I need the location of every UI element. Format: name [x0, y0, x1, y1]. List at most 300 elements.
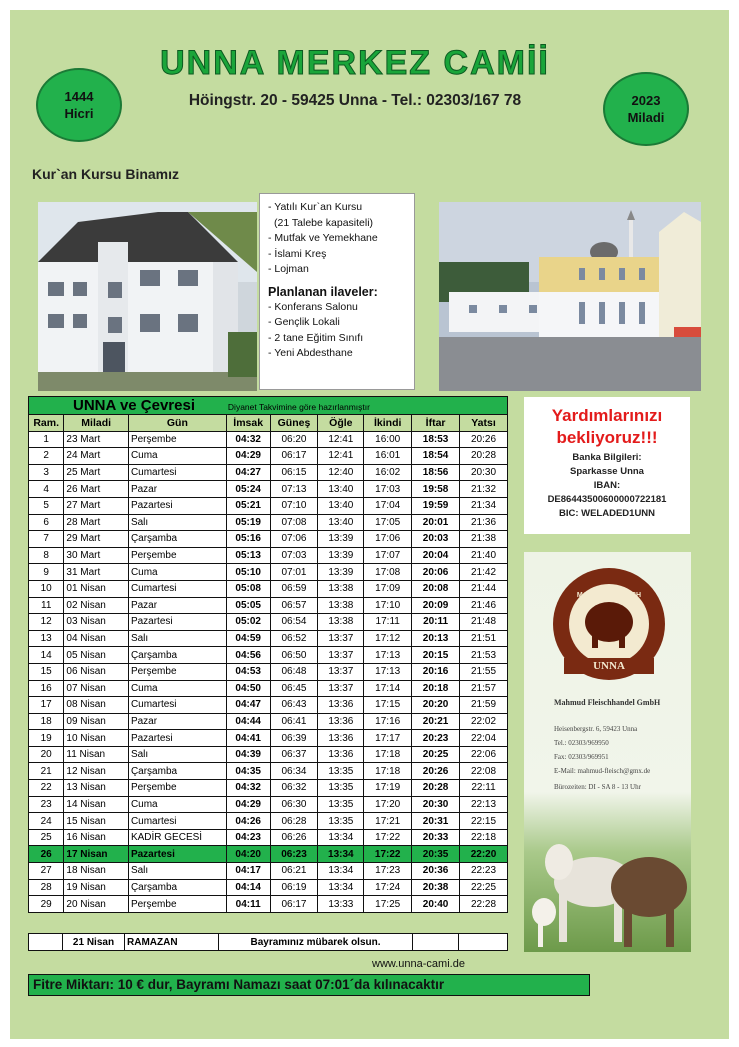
cell-ram: 19: [29, 730, 64, 747]
col-ogle: Öğle: [318, 415, 364, 432]
cell-ogle: 13:34: [318, 829, 364, 846]
cell-ogle: 13:35: [318, 780, 364, 797]
cell-ogle: 12:40: [318, 464, 364, 481]
table-row: [29, 431, 508, 448]
cell-gun: Cuma: [128, 680, 226, 697]
cell-ram: 10: [29, 580, 64, 597]
planned-line-3: - 2 tane Eğitim Sınıfı: [268, 331, 364, 344]
cell-miladi: 12 Nisan: [64, 763, 129, 780]
cell-miladi: 30 Mart: [64, 547, 129, 564]
cell-ikindi: 17:18: [364, 746, 412, 763]
cell-ikindi: 17:12: [364, 630, 412, 647]
col-yatsi: Yatsı: [460, 415, 508, 432]
mosque-title: UNNA MERKEZ CAMİİ: [160, 44, 550, 82]
cell-iftar: 20:04: [412, 547, 460, 564]
cell-yatsi: 21:53: [460, 647, 508, 664]
cell-imsak: 05:05: [226, 597, 270, 614]
cell-gun: Salı: [128, 630, 226, 647]
cell-iftar: 20:31: [412, 813, 460, 830]
cell-gun: Salı: [128, 863, 226, 880]
table-row: [29, 514, 508, 531]
cell-ogle: 12:41: [318, 448, 364, 465]
cell-ikindi: 17:04: [364, 497, 412, 514]
miladi-badge: [603, 72, 689, 146]
cell-imsak: 04:29: [226, 448, 270, 465]
cell-ikindi: 17:21: [364, 813, 412, 830]
website-link[interactable]: www.unna-cami.de: [372, 958, 465, 970]
ad-hours: Bürozeiten: DI - SA 8 - 13 Uhr: [554, 783, 641, 791]
table-row: [29, 481, 508, 498]
table-row: [29, 780, 508, 797]
cell-iftar: 19:59: [412, 497, 460, 514]
cell-miladi: 05 Nisan: [64, 647, 129, 664]
cell-miladi: 13 Nisan: [64, 780, 129, 797]
col-gunes: Güneş: [270, 415, 318, 432]
cell-gun: Cuma: [128, 796, 226, 813]
cell-miladi: 23 Mart: [64, 431, 129, 448]
cell-ikindi: 17:24: [364, 879, 412, 896]
planned-line-2: - Gençlik Lokali: [268, 316, 340, 328]
cell-yatsi: 22:23: [460, 863, 508, 880]
cell-yatsi: 22:20: [460, 846, 508, 863]
cell-ogle: 13:34: [318, 846, 364, 863]
cell-ogle: 13:40: [318, 497, 364, 514]
cell-iftar: 20:20: [412, 697, 460, 714]
table-row: [29, 829, 508, 846]
cell-ram: 24: [29, 813, 64, 830]
table-title-row: [29, 397, 508, 415]
cell-ogle: 13:37: [318, 663, 364, 680]
col-miladi: Miladi: [64, 415, 129, 432]
donation-heading-2: bekliyoruz!!!: [556, 428, 658, 447]
cell-imsak: 04:27: [226, 464, 270, 481]
cell-gun: Cumartesi: [128, 464, 226, 481]
table-row: [29, 730, 508, 747]
hicri-label: Hicri: [64, 106, 94, 121]
cell-gunes: 06:52: [270, 630, 318, 647]
planned-line-4: - Yeni Abdesthane: [268, 347, 353, 359]
cell-ogle: 13:36: [318, 746, 364, 763]
cell-ikindi: 16:01: [364, 448, 412, 465]
cell-miladi: 15 Nisan: [64, 813, 129, 830]
cell-gunes: 06:17: [270, 896, 318, 913]
ad-company: Mahmud Fleischhandel GmbH: [554, 698, 661, 707]
cell-ikindi: 17:07: [364, 547, 412, 564]
table-row: [29, 547, 508, 564]
table-row: [29, 746, 508, 763]
cell-miladi: 14 Nisan: [64, 796, 129, 813]
cell-gunes: 06:34: [270, 763, 318, 780]
cell-ikindi: 17:06: [364, 531, 412, 548]
cell-gun: Perşembe: [128, 780, 226, 797]
cell-ikindi: 17:13: [364, 647, 412, 664]
bayram-empty-cell-2: [413, 934, 459, 950]
table-row: [29, 813, 508, 830]
table-row: [29, 879, 508, 896]
cell-imsak: 04:29: [226, 796, 270, 813]
cell-imsak: 04:17: [226, 863, 270, 880]
planned-line-1: - Konferans Salonu: [268, 300, 358, 313]
cell-ram: 17: [29, 697, 64, 714]
miladi-label: Miladi: [627, 110, 665, 125]
cell-miladi: 28 Mart: [64, 514, 129, 531]
cell-ikindi: 17:18: [364, 763, 412, 780]
col-iftar: İftar: [412, 415, 460, 432]
bayram-empty-cell-3: [459, 934, 505, 950]
cell-miladi: 18 Nisan: [64, 863, 129, 880]
cell-iftar: 20:06: [412, 564, 460, 581]
cell-yatsi: 21:51: [460, 630, 508, 647]
cell-ikindi: 17:23: [364, 863, 412, 880]
cell-miladi: 31 Mart: [64, 564, 129, 581]
cell-gunes: 06:21: [270, 863, 318, 880]
table-row: [29, 580, 508, 597]
cell-gun: Perşembe: [128, 896, 226, 913]
cell-ogle: 13:34: [318, 863, 364, 880]
bayram-empty-cell: [29, 934, 63, 950]
iban-value: DE86443500600000722181: [547, 494, 667, 505]
cell-miladi: 17 Nisan: [64, 846, 129, 863]
cell-imsak: 05:16: [226, 531, 270, 548]
cell-gunes: 06:41: [270, 713, 318, 730]
table-row: [29, 630, 508, 647]
cell-imsak: 04:14: [226, 879, 270, 896]
cell-gunes: 07:01: [270, 564, 318, 581]
table-row: [29, 647, 508, 664]
cell-iftar: 20:09: [412, 597, 460, 614]
mosque-photo: [439, 202, 701, 391]
cell-yatsi: 20:26: [460, 431, 508, 448]
cell-miladi: 10 Nisan: [64, 730, 129, 747]
cell-imsak: 04:50: [226, 680, 270, 697]
cell-yatsi: 22:08: [460, 763, 508, 780]
cell-ram: 27: [29, 863, 64, 880]
cell-ikindi: 17:03: [364, 481, 412, 498]
cell-ram: 26: [29, 846, 64, 863]
cell-gunes: 06:57: [270, 597, 318, 614]
butcher-ad: [524, 552, 691, 952]
cell-gunes: 06:54: [270, 614, 318, 631]
cell-ogle: 13:38: [318, 614, 364, 631]
cell-miladi: 11 Nisan: [64, 746, 129, 763]
table-row: [29, 697, 508, 714]
cell-iftar: 20:28: [412, 780, 460, 797]
cell-iftar: 20:01: [412, 514, 460, 531]
cell-gun: Salı: [128, 746, 226, 763]
table-row: [29, 763, 508, 780]
ad-email: E-Mail: mahmud-fleisch@gmx.de: [554, 767, 651, 775]
cell-ram: 18: [29, 713, 64, 730]
cell-imsak: 05:24: [226, 481, 270, 498]
table-header-row: [29, 415, 508, 432]
cell-yatsi: 22:11: [460, 780, 508, 797]
cell-gun: Pazar: [128, 597, 226, 614]
cell-yatsi: 21:34: [460, 497, 508, 514]
cell-imsak: 04:53: [226, 663, 270, 680]
table-row: [29, 713, 508, 730]
cell-ogle: 12:41: [318, 431, 364, 448]
cell-imsak: 05:02: [226, 614, 270, 631]
cell-ikindi: 17:17: [364, 730, 412, 747]
cell-gunes: 06:39: [270, 730, 318, 747]
cell-ikindi: 16:02: [364, 464, 412, 481]
cell-iftar: 20:36: [412, 863, 460, 880]
cell-iftar: 20:26: [412, 763, 460, 780]
cell-yatsi: 22:06: [460, 746, 508, 763]
cell-yatsi: 22:02: [460, 713, 508, 730]
cell-imsak: 04:26: [226, 813, 270, 830]
cell-imsak: 05:19: [226, 514, 270, 531]
cell-imsak: 05:21: [226, 497, 270, 514]
cell-imsak: 04:47: [226, 697, 270, 714]
cell-ram: 4: [29, 481, 64, 498]
cell-imsak: 04:32: [226, 431, 270, 448]
cell-iftar: 18:56: [412, 464, 460, 481]
cell-ram: 14: [29, 647, 64, 664]
cell-ogle: 13:35: [318, 796, 364, 813]
cell-gunes: 06:20: [270, 431, 318, 448]
table-row: [29, 614, 508, 631]
table-row: [29, 846, 508, 863]
ad-logo-city: UNNA: [593, 660, 625, 672]
cell-ram: 23: [29, 796, 64, 813]
cell-ogle: 13:36: [318, 713, 364, 730]
ad-contact: [554, 722, 650, 794]
table-row: [29, 531, 508, 548]
cell-gunes: 06:15: [270, 464, 318, 481]
cell-gunes: 06:48: [270, 663, 318, 680]
cell-gunes: 06:30: [270, 796, 318, 813]
cell-ram: 7: [29, 531, 64, 548]
cell-ram: 21: [29, 763, 64, 780]
cell-yatsi: 22:25: [460, 879, 508, 896]
cell-miladi: 16 Nisan: [64, 829, 129, 846]
cell-miladi: 04 Nisan: [64, 630, 129, 647]
cell-iftar: 20:38: [412, 879, 460, 896]
kurs-building-photo: [38, 202, 257, 391]
cell-yatsi: 20:30: [460, 464, 508, 481]
col-ram: Ram.: [29, 415, 64, 432]
cell-ikindi: 17:19: [364, 780, 412, 797]
cell-iftar: 18:53: [412, 431, 460, 448]
prayer-times-table: [28, 396, 508, 913]
planned-title: Planlanan ilaveler:: [268, 284, 378, 299]
cell-miladi: 06 Nisan: [64, 663, 129, 680]
cell-yatsi: 21:57: [460, 680, 508, 697]
cell-ogle: 13:35: [318, 763, 364, 780]
cell-ram: 2: [29, 448, 64, 465]
cell-imsak: 05:10: [226, 564, 270, 581]
cell-iftar: 20:40: [412, 896, 460, 913]
table-row: [29, 597, 508, 614]
cell-ram: 20: [29, 746, 64, 763]
cell-gun: Cumartesi: [128, 813, 226, 830]
cell-miladi: 09 Nisan: [64, 713, 129, 730]
cell-imsak: 04:35: [226, 763, 270, 780]
table-row: [29, 448, 508, 465]
cell-imsak: 04:41: [226, 730, 270, 747]
cell-ram: 15: [29, 663, 64, 680]
kurs-line-1: - Yatılı Kur`an Kursu: [268, 201, 363, 213]
table-row: [29, 497, 508, 514]
cell-ogle: 13:39: [318, 564, 364, 581]
cell-gun: Cumartesi: [128, 697, 226, 714]
cell-iftar: 20:13: [412, 630, 460, 647]
miladi-year: 2023: [631, 93, 661, 108]
cell-ram: 16: [29, 680, 64, 697]
cell-gunes: 06:23: [270, 846, 318, 863]
cell-gun: Çarşamba: [128, 879, 226, 896]
cell-gun: Çarşamba: [128, 531, 226, 548]
cell-ikindi: 17:11: [364, 614, 412, 631]
cell-gun: Çarşamba: [128, 647, 226, 664]
cell-yatsi: 21:38: [460, 531, 508, 548]
cell-imsak: 05:13: [226, 547, 270, 564]
cell-miladi: 07 Nisan: [64, 680, 129, 697]
cell-gun: Pazar: [128, 713, 226, 730]
cell-ikindi: 17:22: [364, 829, 412, 846]
cell-gun: Cuma: [128, 564, 226, 581]
cell-yatsi: 21:48: [460, 614, 508, 631]
cell-miladi: 20 Nisan: [64, 896, 129, 913]
cell-yatsi: 22:15: [460, 813, 508, 830]
cell-gunes: 06:17: [270, 448, 318, 465]
col-gun: Gün: [128, 415, 226, 432]
kurs-line-3: - Mutfak ve Yemekhane: [268, 232, 378, 244]
table-row: [29, 796, 508, 813]
cell-iftar: 20:21: [412, 713, 460, 730]
kurs-info-box: [259, 193, 415, 390]
cell-iftar: 20:11: [412, 614, 460, 631]
cell-ikindi: 17:25: [364, 896, 412, 913]
bayram-date: 21 Nisan: [63, 934, 125, 950]
cell-gunes: 06:32: [270, 780, 318, 797]
cell-ogle: 13:38: [318, 580, 364, 597]
col-ikindi: İkindi: [364, 415, 412, 432]
table-row: [29, 863, 508, 880]
bank-name: Sparkasse Unna: [570, 466, 644, 477]
cell-iftar: 20:08: [412, 580, 460, 597]
cell-ogle: 13:34: [318, 879, 364, 896]
cell-ram: 29: [29, 896, 64, 913]
cell-ram: 28: [29, 879, 64, 896]
cell-iftar: 20:35: [412, 846, 460, 863]
cell-ogle: 13:37: [318, 630, 364, 647]
cell-ogle: 13:39: [318, 531, 364, 548]
kurs-line-4: - İslami Kreş: [268, 247, 327, 260]
cell-yatsi: 21:42: [460, 564, 508, 581]
cell-yatsi: 22:18: [460, 829, 508, 846]
cell-ikindi: 17:08: [364, 564, 412, 581]
cell-yatsi: 22:13: [460, 796, 508, 813]
cell-ram: 6: [29, 514, 64, 531]
cell-ogle: 13:40: [318, 514, 364, 531]
cell-ikindi: 17:09: [364, 580, 412, 597]
cell-gun: Perşembe: [128, 547, 226, 564]
donation-heading: Yardımlarınızı: [551, 406, 663, 425]
cell-iftar: 20:18: [412, 680, 460, 697]
cell-gunes: 06:50: [270, 647, 318, 664]
cell-yatsi: 21:32: [460, 481, 508, 498]
cell-gunes: 07:03: [270, 547, 318, 564]
fitre-banner: Fitre Miktarı: 10 € dur, Bayramı Namazı saat 07:01´da kılınacaktır: [28, 974, 590, 996]
cell-miladi: 08 Nisan: [64, 697, 129, 714]
cell-ikindi: 17:14: [364, 680, 412, 697]
cell-iftar: 18:54: [412, 448, 460, 465]
hicri-badge: [36, 68, 122, 142]
iban-label: IBAN:: [593, 480, 621, 491]
cell-gun: Çarşamba: [128, 763, 226, 780]
ad-fax: Fax: 02303/969951: [554, 753, 609, 761]
cell-gunes: 06:37: [270, 746, 318, 763]
cell-iftar: 20:23: [412, 730, 460, 747]
mosque-address: Höingstr. 20 - 59425 Unna - Tel.: 02303/167 78: [188, 92, 522, 109]
ad-street: Heisenbergstr. 6, 59423 Unna: [554, 725, 638, 733]
cell-gun: Pazartesi: [128, 730, 226, 747]
cell-imsak: 05:08: [226, 580, 270, 597]
ad-logo-top: MAHMUD-FLEISCH: [576, 592, 642, 599]
cell-iftar: 20:15: [412, 647, 460, 664]
cell-ogle: 13:37: [318, 680, 364, 697]
ad-tel: Tel.: 02303/969950: [554, 739, 609, 747]
cell-imsak: 04:39: [226, 746, 270, 763]
cell-imsak: 04:20: [226, 846, 270, 863]
cell-imsak: 04:11: [226, 896, 270, 913]
bayram-message: Bayramınız mübarek olsun.: [219, 934, 413, 950]
cell-ram: 5: [29, 497, 64, 514]
cell-yatsi: 21:40: [460, 547, 508, 564]
cell-iftar: 20:03: [412, 531, 460, 548]
cell-gunes: 07:13: [270, 481, 318, 498]
cell-ikindi: 17:10: [364, 597, 412, 614]
cell-imsak: 04:32: [226, 780, 270, 797]
cell-ram: 3: [29, 464, 64, 481]
cell-yatsi: 22:04: [460, 730, 508, 747]
cell-gunes: 07:08: [270, 514, 318, 531]
cell-gunes: 06:45: [270, 680, 318, 697]
donation-box: [524, 397, 690, 534]
cell-ram: 22: [29, 780, 64, 797]
cell-ogle: 13:33: [318, 896, 364, 913]
col-imsak: İmsak: [226, 415, 270, 432]
cell-imsak: 04:23: [226, 829, 270, 846]
cell-yatsi: 21:36: [460, 514, 508, 531]
cell-ogle: 13:39: [318, 547, 364, 564]
cell-imsak: 04:56: [226, 647, 270, 664]
kurs-line-5: - Lojman: [268, 263, 309, 275]
cell-ram: 25: [29, 829, 64, 846]
cell-ikindi: 17:20: [364, 796, 412, 813]
cell-gunes: 07:06: [270, 531, 318, 548]
cell-ogle: 13:37: [318, 647, 364, 664]
table-body: [29, 431, 508, 912]
cell-miladi: 24 Mart: [64, 448, 129, 465]
cell-yatsi: 22:28: [460, 896, 508, 913]
cell-imsak: 04:44: [226, 713, 270, 730]
cell-ram: 11: [29, 597, 64, 614]
cell-miladi: 29 Mart: [64, 531, 129, 548]
cell-gunes: 06:43: [270, 697, 318, 714]
cell-ogle: 13:35: [318, 813, 364, 830]
cell-gun: Cuma: [128, 448, 226, 465]
cell-ikindi: 17:22: [364, 846, 412, 863]
cell-ikindi: 17:15: [364, 697, 412, 714]
cell-miladi: 25 Mart: [64, 464, 129, 481]
cell-miladi: 26 Mart: [64, 481, 129, 498]
cell-ram: 12: [29, 614, 64, 631]
cell-yatsi: 21:46: [460, 597, 508, 614]
cell-gun: Perşembe: [128, 663, 226, 680]
